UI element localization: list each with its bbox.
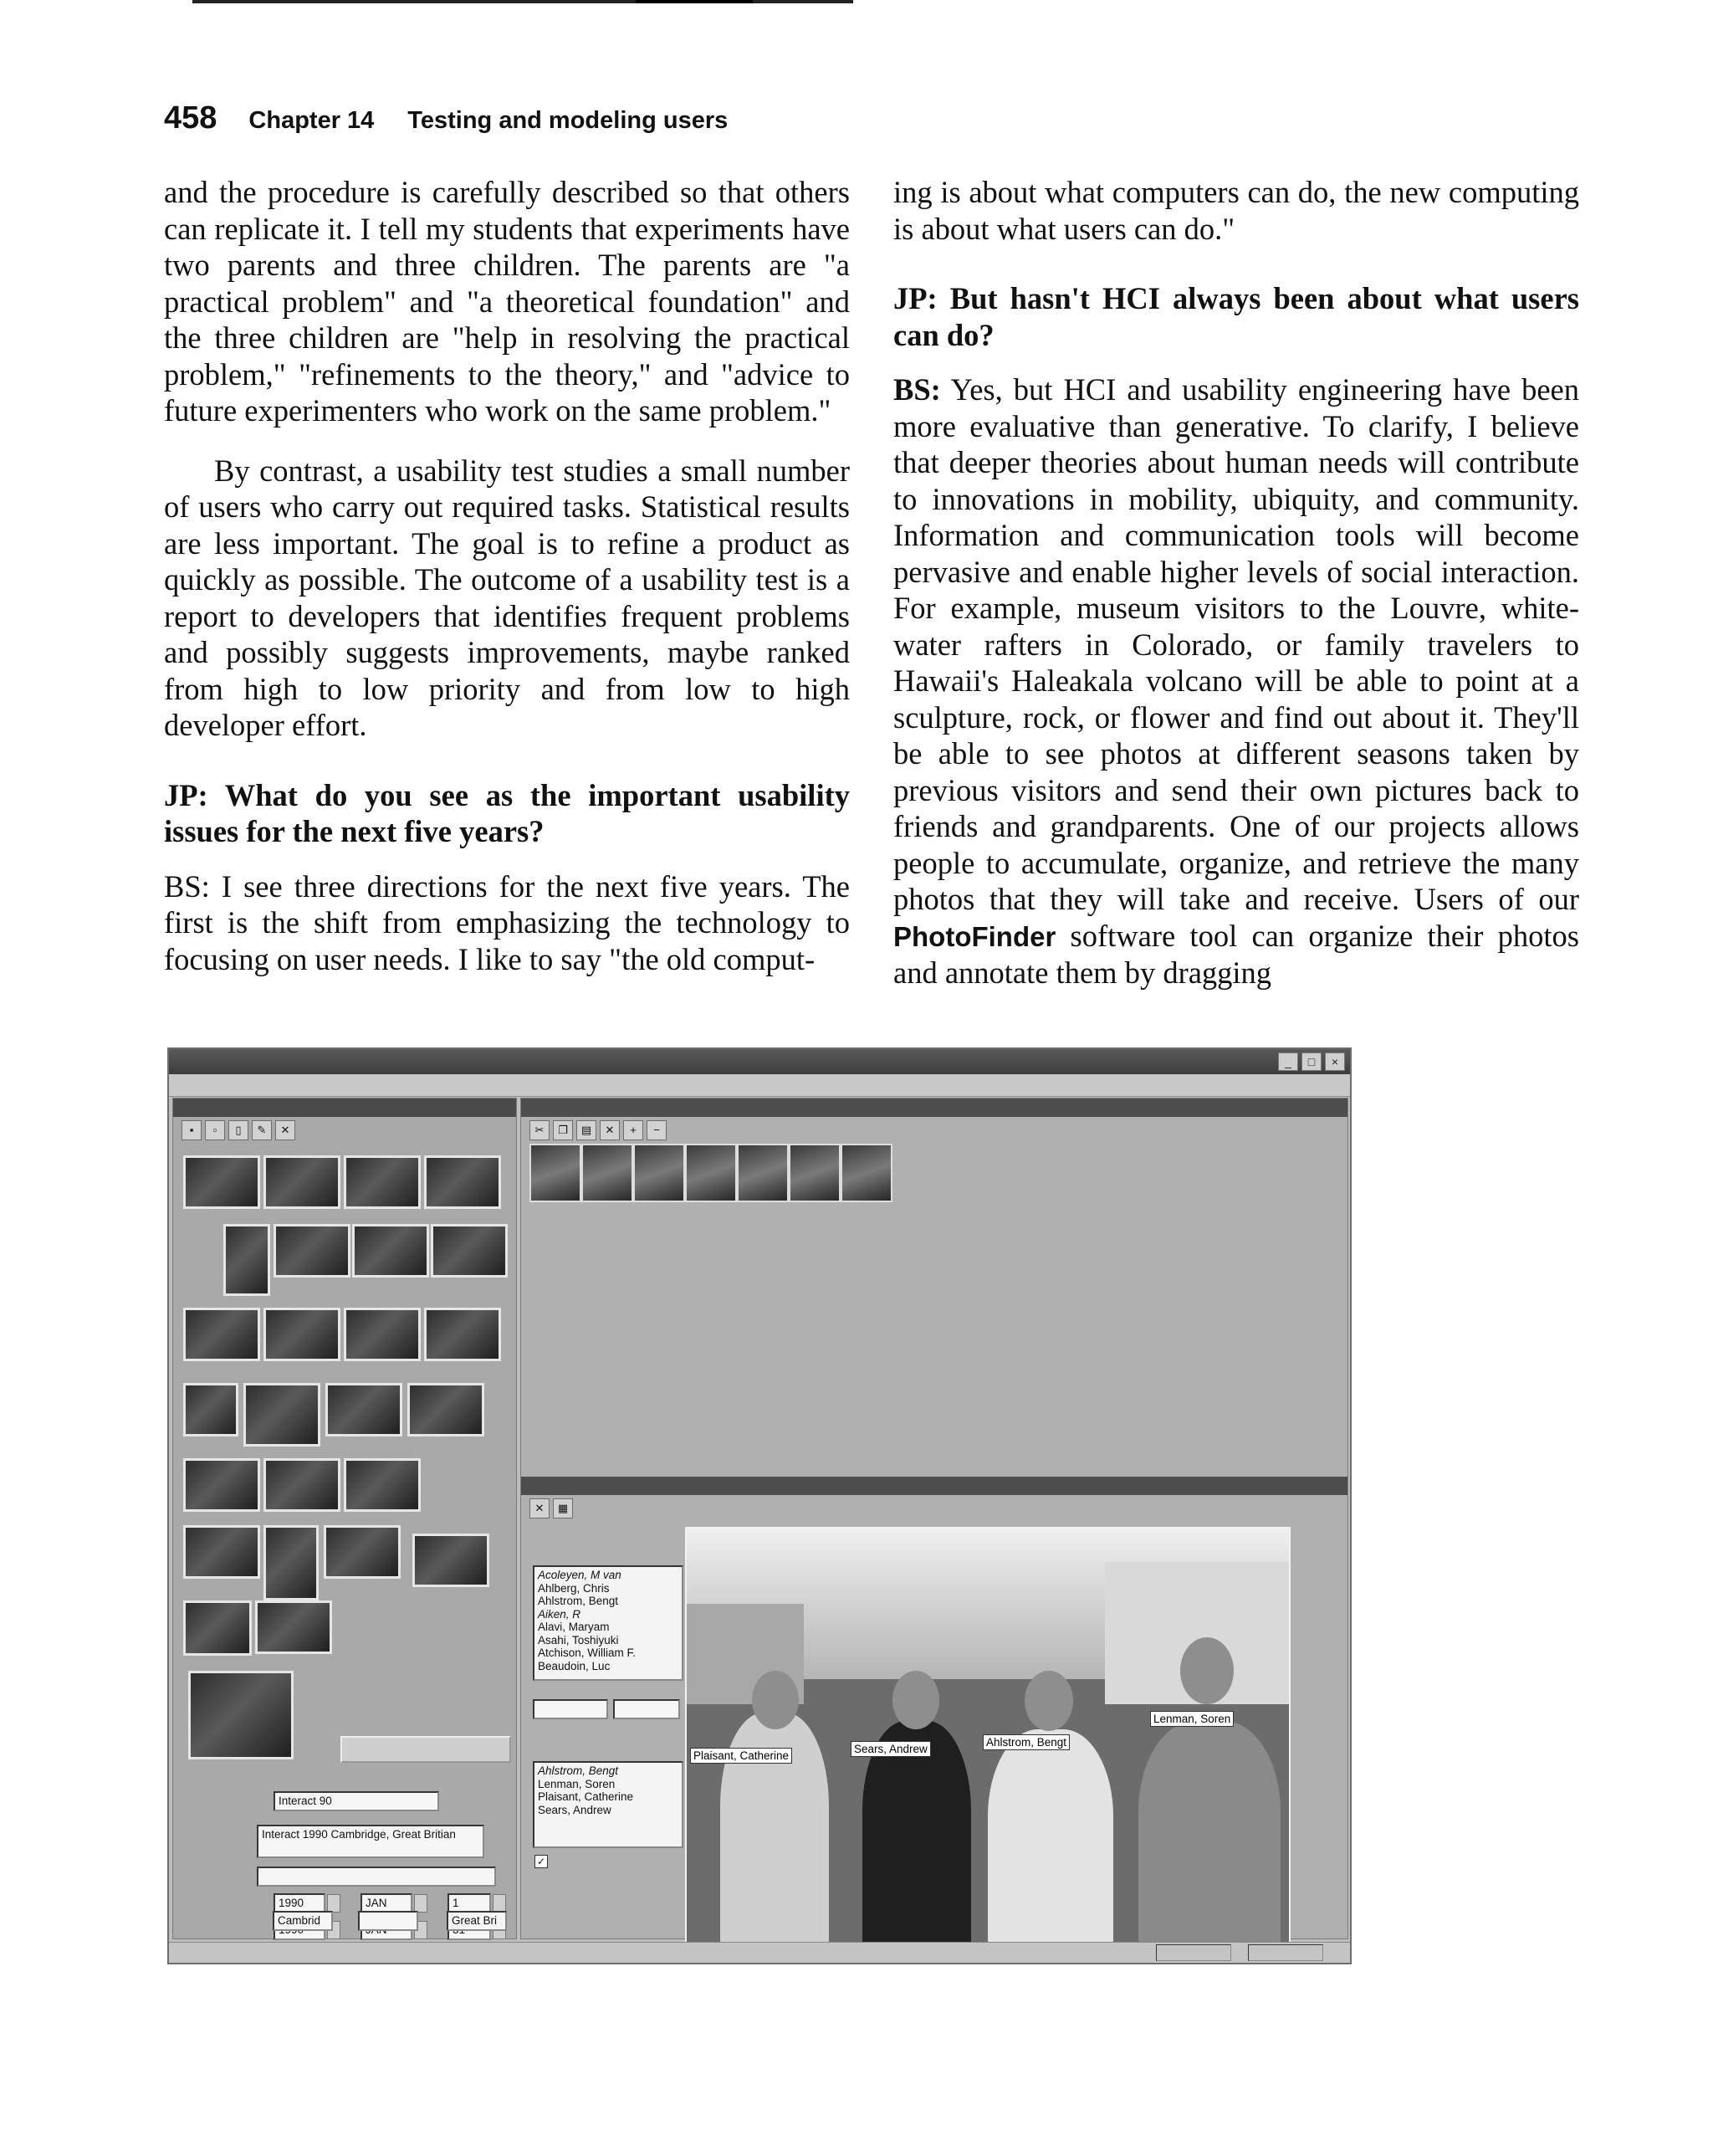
selected-photo-preview bbox=[188, 1671, 294, 1759]
library-thumbnail[interactable] bbox=[263, 1308, 340, 1361]
list-item[interactable]: Asahi, Toshiyuki bbox=[538, 1633, 619, 1646]
status-bar bbox=[169, 1942, 1350, 1963]
list-item[interactable]: Alavi, Maryam bbox=[538, 1621, 610, 1633]
delete-icon[interactable]: ✕ bbox=[275, 1120, 295, 1140]
library-thumbnail[interactable] bbox=[412, 1534, 489, 1587]
library-thumbnail[interactable] bbox=[274, 1224, 350, 1278]
photo-person-head bbox=[752, 1671, 799, 1729]
title-field[interactable]: Interact 90 bbox=[274, 1791, 439, 1811]
list-item[interactable]: Ahlberg, Chris bbox=[538, 1581, 610, 1595]
location-state-field[interactable] bbox=[358, 1911, 418, 1931]
list-item[interactable]: Beaudoin, Luc bbox=[538, 1659, 611, 1672]
library-thumbnail[interactable] bbox=[424, 1155, 501, 1209]
library-thumbnail[interactable] bbox=[424, 1308, 501, 1361]
photo-name-tag[interactable]: Lenman, Soren bbox=[1150, 1711, 1234, 1727]
library-pane bbox=[172, 1098, 517, 1939]
keyword-row bbox=[257, 1867, 496, 1887]
close-icon[interactable]: × bbox=[1325, 1052, 1345, 1071]
library-thumbnail[interactable] bbox=[325, 1383, 402, 1436]
photo-name-tag[interactable]: Sears, Andrew bbox=[851, 1741, 931, 1757]
status-cell bbox=[1156, 1944, 1231, 1961]
list-item[interactable]: Plaisant, Catherine bbox=[538, 1790, 634, 1803]
answer-text: I see three directions for the next five years. The first is the shift from emphasizing the technology to focusing on user needs. I like to say "the old comput- bbox=[164, 868, 850, 976]
viewer-toolbar bbox=[521, 1498, 573, 1520]
open-icon[interactable]: ▫ bbox=[205, 1120, 225, 1140]
photo-viewer-title-bar bbox=[521, 1477, 1347, 1495]
library-thumbnail[interactable] bbox=[352, 1224, 429, 1278]
library-thumbnail[interactable] bbox=[183, 1383, 238, 1436]
spinner-icon[interactable] bbox=[327, 1894, 340, 1913]
library-thumbnail[interactable] bbox=[263, 1525, 319, 1600]
maximize-icon[interactable]: □ bbox=[1301, 1052, 1322, 1071]
speaker-label: BS: bbox=[164, 868, 210, 904]
left-paragraph-1: and the procedure is carefully described so that others can replicate it. I tell my students that experiments have two parents and three children. The parents are "a practical problem" and "a theoretical foundation" and the three children are "help in resolving the practical problem," "refinements to the theory," and "advice to future experimenters who work on the same problem." bbox=[164, 175, 850, 428]
library-title-bar bbox=[173, 1098, 516, 1117]
start-year-field[interactable]: 1990 bbox=[274, 1893, 325, 1913]
library-toolbar bbox=[173, 1120, 295, 1142]
library-thumbnail[interactable] bbox=[183, 1155, 260, 1209]
library-thumbnail[interactable] bbox=[263, 1155, 340, 1209]
running-head bbox=[164, 100, 728, 142]
status-cell bbox=[1248, 1944, 1323, 1961]
spinner-icon[interactable] bbox=[493, 1894, 506, 1913]
annotated-photo bbox=[685, 1527, 1291, 1949]
collection-thumbnail[interactable] bbox=[685, 1144, 737, 1202]
window-controls bbox=[1278, 1052, 1345, 1071]
interview-question-2: JP: But hasn't HCI always been about what users can do? bbox=[893, 281, 1579, 352]
collection-pane bbox=[520, 1098, 1348, 1939]
library-thumbnail[interactable] bbox=[344, 1308, 421, 1361]
library-thumbnail[interactable] bbox=[407, 1383, 484, 1436]
photo-person bbox=[988, 1729, 1113, 1947]
speaker-label: BS: bbox=[893, 372, 941, 407]
first-name-field[interactable] bbox=[613, 1699, 680, 1719]
list-item[interactable]: Aiken, R bbox=[538, 1607, 581, 1621]
collection-viewer-title-bar bbox=[521, 1098, 1347, 1117]
location-country-field[interactable]: Great Bri bbox=[447, 1911, 507, 1931]
people-in-photo-list[interactable] bbox=[533, 1761, 683, 1848]
library-thumbnail[interactable] bbox=[324, 1525, 401, 1579]
window-title-bar bbox=[169, 1049, 1350, 1074]
location-city-field[interactable]: Cambrid bbox=[273, 1911, 333, 1931]
page-number: 458 bbox=[164, 100, 217, 136]
library-thumbnail[interactable] bbox=[344, 1458, 421, 1512]
top-rule bbox=[192, 0, 853, 3]
answer-text-part-2: software tool can organize their photos and annotate them by dragging bbox=[893, 918, 1579, 990]
left-column bbox=[164, 174, 850, 1001]
start-month-field[interactable]: JAN bbox=[360, 1893, 412, 1913]
product-name: PhotoFinder bbox=[893, 920, 1056, 952]
list-item[interactable]: Ahlstrom, Bengt bbox=[538, 1764, 619, 1777]
library-thumbnail[interactable] bbox=[183, 1458, 260, 1512]
delete-icon[interactable]: ✕ bbox=[600, 1120, 620, 1140]
photo-name-tag[interactable]: Ahlstrom, Bengt bbox=[983, 1734, 1070, 1750]
description-field[interactable]: Interact 1990 Cambridge, Great Britian bbox=[257, 1825, 484, 1858]
zoom-in-icon[interactable]: + bbox=[623, 1120, 643, 1140]
photo-person-head bbox=[1025, 1671, 1073, 1731]
start-day-field[interactable]: 1 bbox=[447, 1893, 491, 1913]
paste-icon[interactable]: ▤ bbox=[576, 1120, 596, 1140]
library-thumbnail[interactable] bbox=[183, 1308, 260, 1361]
interview-answer-1 bbox=[164, 868, 850, 978]
list-item[interactable]: Acoleyen, M van bbox=[538, 1569, 621, 1581]
close-icon[interactable]: ✕ bbox=[529, 1498, 550, 1518]
library-thumbnail[interactable] bbox=[431, 1224, 508, 1278]
collection-thumbnail[interactable] bbox=[789, 1144, 841, 1202]
people-library-list[interactable] bbox=[533, 1565, 683, 1681]
list-item[interactable]: Lenman, Soren bbox=[538, 1777, 616, 1790]
right-column bbox=[893, 174, 1579, 1015]
zoom-out-icon[interactable]: − bbox=[647, 1120, 667, 1140]
description-row bbox=[257, 1825, 484, 1858]
chapter-title: Testing and modeling users bbox=[407, 107, 729, 134]
save-icon[interactable]: ▪ bbox=[182, 1120, 202, 1140]
show-name-labels-checkbox[interactable]: ✓ bbox=[534, 1855, 548, 1868]
list-item[interactable]: Ahlstrom, Bengt bbox=[538, 1595, 619, 1607]
list-item[interactable]: Atchison, William F. bbox=[538, 1646, 637, 1659]
photo-person bbox=[1138, 1721, 1281, 1947]
photo-person-head bbox=[1180, 1637, 1234, 1704]
list-item[interactable]: Sears, Andrew bbox=[538, 1803, 611, 1816]
photo-person-head bbox=[892, 1671, 939, 1729]
spinner-icon[interactable] bbox=[414, 1894, 427, 1913]
library-thumbnail[interactable] bbox=[255, 1600, 332, 1654]
photofinder-screenshot bbox=[167, 1047, 1352, 1964]
library-thumbnail[interactable] bbox=[263, 1458, 340, 1512]
filmstrip-icon[interactable]: ▦ bbox=[553, 1498, 573, 1518]
new-icon[interactable]: ▯ bbox=[228, 1120, 248, 1140]
answer-text-part-1: Yes, but HCI and usability engineering have been more evaluative than generative. To clarify, I believe that deeper theories about human needs will contribute to innovations in mobility, ubiquity, and community. Information and communication tools will become pervasive and enable higher levels of social interaction. For example, museum visitors to the Louvre, white-water rafters in Colorado, or family travelers to Hawaii's Haleakala volcano will be able to point at a sculpture, rock, or flower and find out about it. They'll be able to see photos at different seasons taken by previous visitors and send their own pictures back to friends and grandparents. One of our projects allows people to accumulate, organize, and retrieve the many photos that they will take and receive. Users of our bbox=[893, 372, 1579, 916]
menu-bar bbox=[169, 1074, 1350, 1097]
library-thumbnail[interactable] bbox=[223, 1224, 270, 1296]
library-thumbnail[interactable] bbox=[243, 1383, 320, 1447]
collection-thumbnail[interactable] bbox=[529, 1144, 581, 1202]
last-name-field[interactable] bbox=[533, 1699, 608, 1719]
collection-thumbnail[interactable] bbox=[581, 1144, 633, 1202]
collection-toolbar bbox=[521, 1120, 667, 1142]
left-paragraph-2: By contrast, a usability test studies a small number of users who carry out required tasks. Statistical results are less important. The goal is to refine a product as quickly as possible. The outcome of a usability test is a report to developers that identifies frequent problems and possibly suggests improvements, maybe ranked from high to low priority and from low to high developer effort. bbox=[164, 453, 850, 742]
interview-answer-2 bbox=[893, 371, 1579, 991]
minimize-icon[interactable]: _ bbox=[1278, 1052, 1298, 1071]
collection-thumbnail[interactable] bbox=[633, 1144, 685, 1202]
add-photos-button[interactable] bbox=[340, 1736, 511, 1763]
collection-thumbnail[interactable] bbox=[737, 1144, 789, 1202]
interview-question-1: JP: What do you see as the important usability issues for the next five years? bbox=[164, 777, 850, 848]
library-thumbnail[interactable] bbox=[183, 1600, 252, 1656]
chapter-label: Chapter 14 bbox=[248, 107, 375, 134]
copy-icon[interactable]: ❐ bbox=[553, 1120, 573, 1140]
cut-icon[interactable]: ✂ bbox=[529, 1120, 550, 1140]
photo-name-tag[interactable]: Plaisant, Catherine bbox=[690, 1748, 792, 1764]
keyword-field[interactable] bbox=[257, 1867, 496, 1887]
edit-icon[interactable]: ✎ bbox=[252, 1120, 272, 1140]
library-thumbnail[interactable] bbox=[344, 1155, 421, 1209]
library-thumbnail[interactable] bbox=[183, 1525, 260, 1579]
title-row bbox=[274, 1791, 439, 1811]
right-paragraph-1: ing is about what computers can do, the new computing is about what users can do." bbox=[893, 175, 1579, 246]
location-row bbox=[273, 1911, 507, 1931]
collection-thumbnail[interactable] bbox=[841, 1144, 892, 1202]
